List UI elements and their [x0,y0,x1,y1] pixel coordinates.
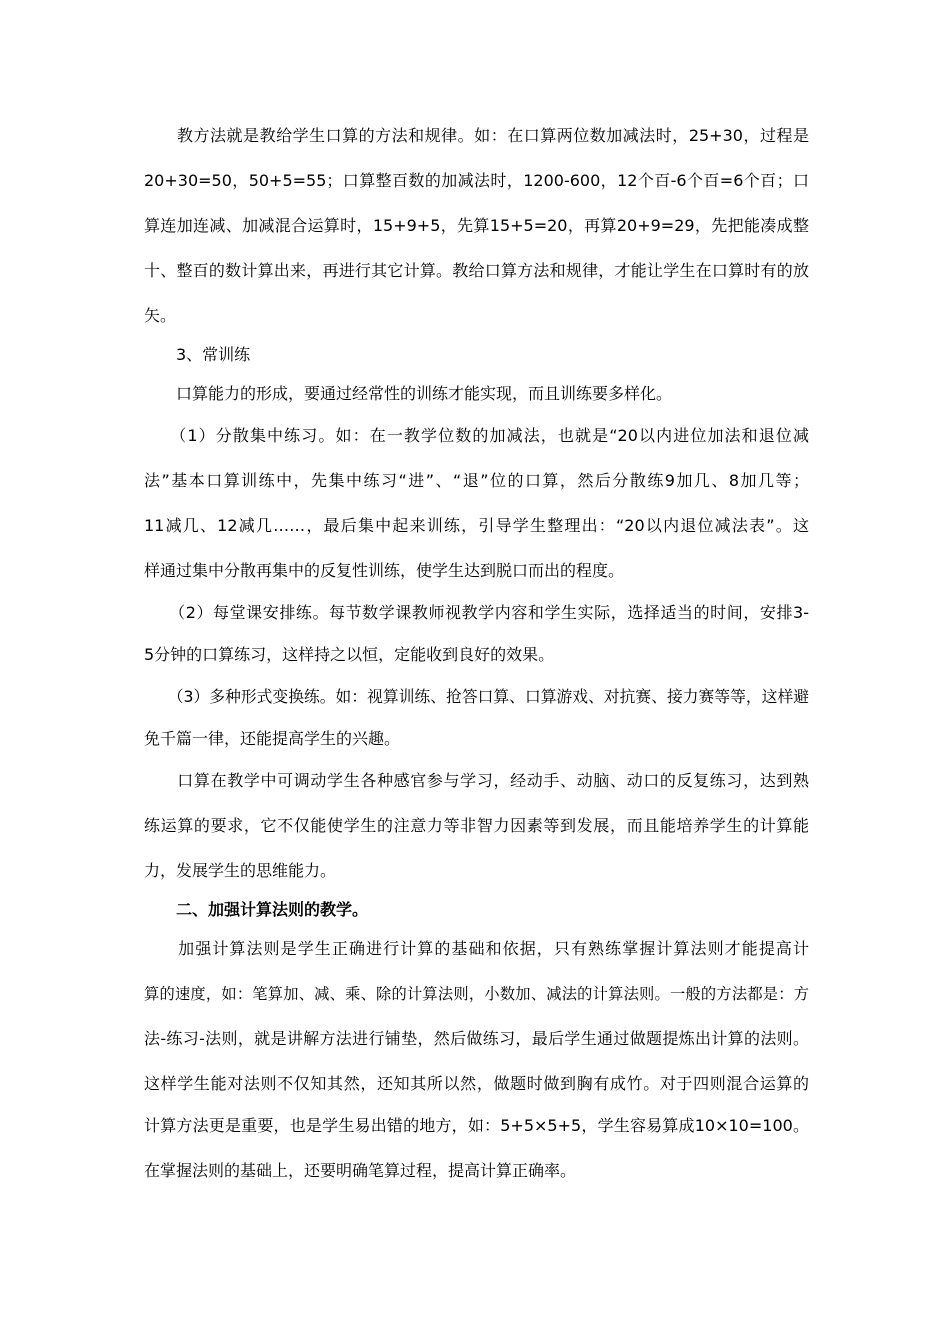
paragraph-line: 教方法就是教给学生口算的方法和规律。如：在口算两位数加减法时，25+30，过程是 [144,126,809,145]
paragraph-line: 口算能力的形成，要通过经常性的训练才能实现，而且训练要多样化。 [144,384,673,403]
paragraph-line: 样通过集中分散再集中的反复性训练，使学生达到脱口而出的程度。 [144,561,625,580]
paragraph-line: 矢。 [144,306,177,325]
paragraph-line: 计算方法更是重要，也是学生易出错的地方，如：5+5×5+5，学生容易算成10×10=100。 [144,1116,809,1135]
paragraph-line: 口算在教学中可调动学生各种感官参与学习，经动手、动脑、动口的反复练习，达到熟 [144,771,809,790]
section-heading: 3、常训练 [144,345,251,364]
paragraph-line: 法”基本口算训练中，先集中练习“进”、“退”位的口算，然后分散练9加几、8加几等； [144,471,809,490]
paragraph-line: 力，发展学生的思维能力。 [144,861,337,880]
paragraph-line: 在掌握法则的基础上，还要明确笔算过程，提高计算正确率。 [144,1161,577,1180]
paragraph-line: 这样学生能对法则不仅知其然，还知其所以然，做题时做到胸有成竹。对于四则混合运算的 [144,1074,809,1093]
paragraph-line: （1）分散集中练习。如：在一教学位数的加减法，也就是“20以内进位加法和退位减 [144,426,809,445]
paragraph-line: 20+30=50，50+5=55；口算整百数的加减法时，1200-600，12个百-6个百=6个百；口 [144,171,809,190]
paragraph-line: 法-练习-法则，就是讲解方法进行铺垫，然后做练习，最后学生通过做题提炼出计算的法则。 [144,1029,809,1048]
paragraph-line: 加强计算法则是学生正确进行计算的基础和依据，只有熟练掌握计算法则才能提高计 [144,939,809,958]
paragraph-line: 免千篇一律，还能提高学生的兴趣。 [144,729,401,748]
paragraph-line: （2）每堂课安排练。每节数学课教师视教学内容和学生实际，选择适当的时间，安排3- [144,603,809,622]
paragraph-line: 十、整百的数计算出来，再进行其它计算。教给口算方法和规律，才能让学生在口算时有的放 [144,261,809,280]
paragraph-line: 算连加连减、加减混合运算时，15+9+5，先算15+5=20，再算20+9=29，先把能凑成整 [144,216,809,235]
paragraph-line: 5分钟的口算练习，这样持之以恒，定能收到良好的效果。 [144,645,555,664]
paragraph-line: 11减几、12减几……，最后集中起来训练，引导学生整理出：“20以内退位减法表”。这 [144,516,809,535]
paragraph-line: 练运算的要求，它不仅能使学生的注意力等非智力因素等到发展，而且能培养学生的计算能 [144,816,809,835]
section-heading: 二、加强计算法则的教学。 [144,900,369,919]
paragraph-line: 算的速度，如：笔算加、减、乘、除的计算法则，小数加、减法的计算法则。一般的方法都是：方 [144,985,809,1003]
paragraph-line: （3）多种形式变换练。如：视算训练、抢答口算、口算游戏、对抗赛、接力赛等等，这样避 [144,687,809,706]
